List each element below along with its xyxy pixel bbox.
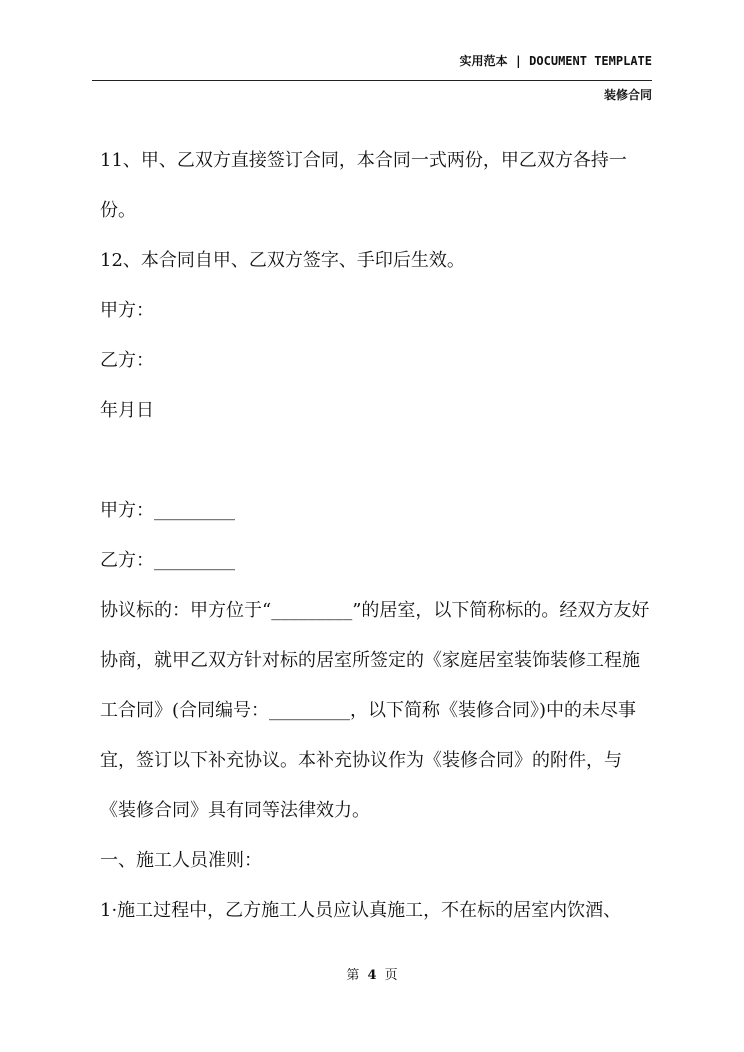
party-b-signature: 乙方： [100, 350, 154, 371]
footer-suffix: 页 [384, 968, 398, 983]
page-footer [0, 964, 744, 983]
agreement-subject-paragraph: 协议标的：甲方位于“_________”的居室，以下简称标的。经双方友好协商，就甲乙双方针对标的居室所签定的《家庭居室装饰装修工程施工合同》(合同编号：_________，以下简称《装修合同》)中的未尽事宜，签订以下补充协议。本补充协议作为《装修合同》的附件，与《装修合同》具有同等法律效力。 [100, 600, 650, 821]
blank-line [100, 436, 656, 486]
page-number: 4 [367, 968, 377, 983]
party-b-blank: 乙方：_________ [100, 550, 235, 571]
signing-date: 年月日 [100, 400, 154, 421]
header-subtitle: 装修合同 [603, 88, 652, 102]
party-a-signature: 甲方： [100, 300, 154, 321]
header-divider [92, 80, 652, 81]
document-body [100, 136, 656, 936]
clause-11: 11、甲、乙双方直接签订合同，本合同一式两份，甲乙双方各持一份。 [100, 150, 627, 221]
party-a-blank: 甲方：_________ [100, 500, 235, 521]
header-title: 实用范本 | DOCUMENT TEMPLATE [459, 54, 652, 68]
clause-12: 12、本合同自甲、乙双方签字、手印后生效。 [100, 250, 465, 271]
footer-prefix: 第 [346, 968, 360, 983]
rule-1: 1·施工过程中，乙方施工人员应认真施工，不在标的居室内饮酒、 [100, 900, 622, 921]
section-heading-worker-rules: 一、施工人员准则： [100, 850, 262, 871]
